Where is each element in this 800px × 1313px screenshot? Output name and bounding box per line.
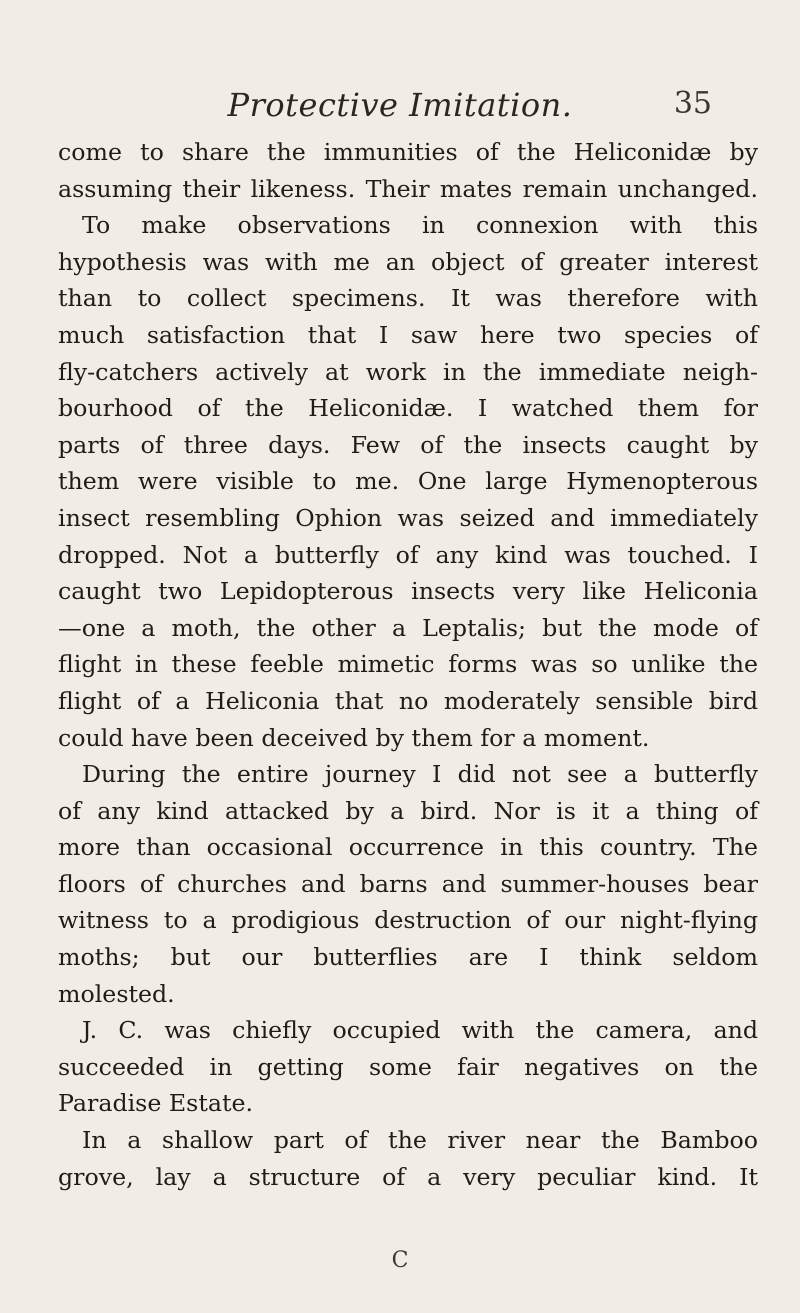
- text-line: fly-catchers actively at work in the immediate neigh-: [58, 357, 758, 386]
- text-line: insect resembling Ophion was seized and immediately: [58, 503, 758, 532]
- text-line: flight in these feeble mimetic forms was so unlike the: [58, 650, 758, 679]
- text-line: witness to a prodigious destruction of our night-flying: [58, 906, 758, 935]
- text-line: During the entire journey I did not see a butterfly: [82, 760, 758, 789]
- signature-mark: C: [391, 1248, 409, 1273]
- text-line: floors of churches and barns and summer-houses bear: [58, 869, 758, 898]
- text-line: than to collect specimens. It was therefore with: [58, 284, 758, 313]
- text-line: molested.: [58, 979, 175, 1008]
- body-text: [58, 134, 758, 1195]
- text-line: could have been deceived by them for a moment.: [58, 723, 650, 752]
- running-title: Protective Imitation.: [227, 86, 573, 124]
- text-line: —one a moth, the other a Leptalis; but the mode of: [58, 613, 758, 642]
- text-line: them were visible to me. One large Hymenopterous: [58, 467, 758, 496]
- text-line: Paradise Estate.: [58, 1089, 254, 1118]
- text-line: come to share the immunities of the Heliconidæ by: [58, 138, 758, 166]
- text-line: grove, lay a structure of a very peculiar kind. It: [58, 1162, 758, 1191]
- text-line: much satisfaction that I saw here two species of: [58, 320, 758, 349]
- text-line: more than occasional occurrence in this country. The: [58, 833, 758, 862]
- text-line: caught two Lepidopterous insects very like Heliconia: [58, 577, 758, 606]
- text-line: parts of three days. Few of the insects caught by: [58, 430, 758, 459]
- text-line: To make observations in connexion with this: [82, 211, 758, 240]
- text-line: bourhood of the Heliconidæ. I watched them for: [58, 394, 758, 423]
- text-line: J. C. was chiefly occupied with the camera, and: [82, 1016, 758, 1045]
- text-line: succeeded in getting some fair negatives on the: [58, 1052, 758, 1081]
- text-line: of any kind attacked by a bird. Nor is it a thing of: [58, 796, 758, 825]
- text-line: moths; but our butterflies are I think seldom: [58, 943, 758, 972]
- text-line: dropped. Not a butterfly of any kind was touched. I: [58, 540, 758, 569]
- text-line: assuming their likeness. Their mates remain unchanged.: [58, 174, 758, 203]
- text-line: In a shallow part of the river near the Bamboo: [82, 1126, 758, 1155]
- text-line: hypothesis was with me an object of greater interest: [58, 247, 758, 276]
- page-number: 35: [673, 86, 712, 121]
- text-line: flight of a Heliconia that no moderately sensible bird: [58, 686, 758, 715]
- running-head: [0, 86, 800, 126]
